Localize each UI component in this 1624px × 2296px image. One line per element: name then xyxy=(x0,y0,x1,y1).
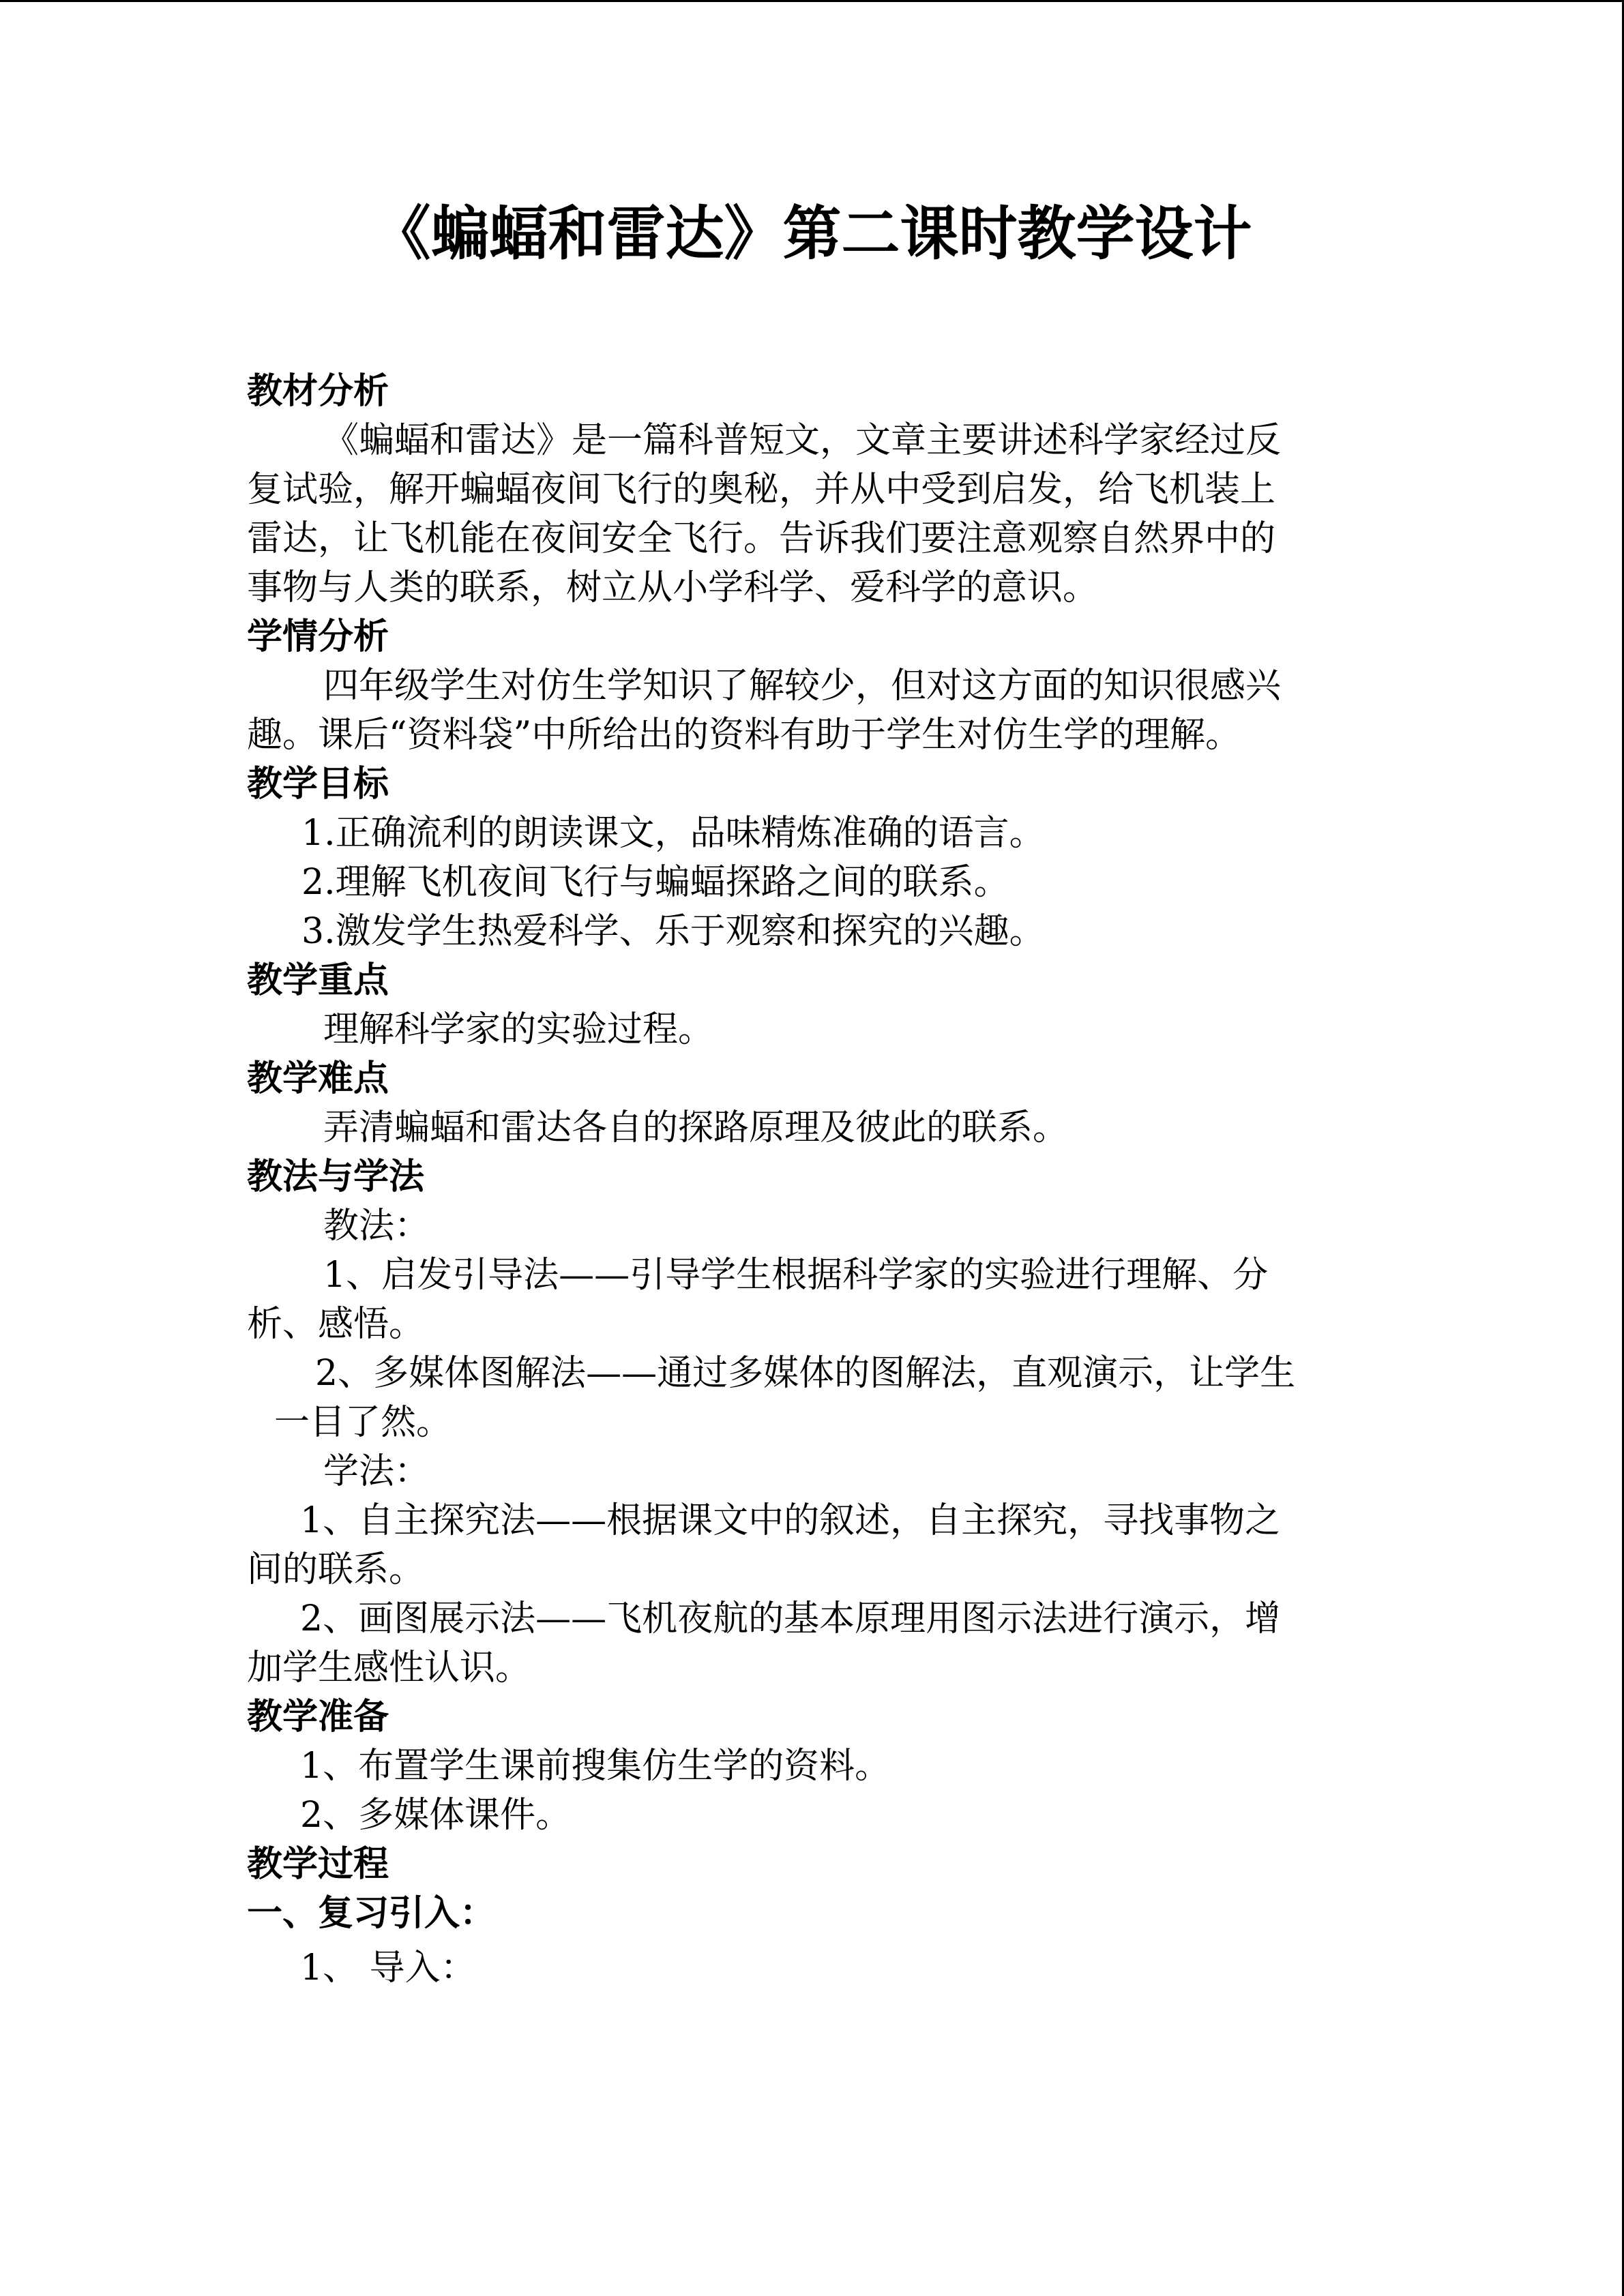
learn-method-line: 间的联系。 xyxy=(247,1549,425,1590)
document-title: 《蝙蝠和雷达》第二课时教学设计 xyxy=(372,199,1252,268)
difficulty-text: 弄清蝙蝠和雷达各自的探路原理及彼此的联系。 xyxy=(323,1107,1069,1148)
preparation-item: 1、布置学生课前搜集仿生学的资料。 xyxy=(300,1746,891,1787)
goal-item: 3.激发学生热爱科学、乐于观察和探究的兴趣。 xyxy=(301,911,1045,952)
material-line: 事物与人类的联系，树立从小学科学、爱科学的意识。 xyxy=(247,567,1099,608)
process-step-heading: 一、复习引入： xyxy=(247,1892,496,1934)
learn-method-line: 2、画图展示法——飞机夜航的基本原理用图示法进行演示，增 xyxy=(300,1598,1281,1639)
page-top-border xyxy=(0,0,1624,2)
section-heading-preparation: 教学准备 xyxy=(247,1696,389,1738)
material-line: 复试验，解开蝙蝠夜间飞行的奥秘，并从中受到启发，给飞机装上 xyxy=(247,469,1276,510)
goal-item: 1.正确流利的朗读课文，品味精炼准确的语言。 xyxy=(301,813,1045,854)
section-heading-material: 教材分析 xyxy=(247,370,389,412)
section-heading-goals: 教学目标 xyxy=(247,763,389,805)
key-point-text: 理解科学家的实验过程。 xyxy=(323,1009,714,1050)
material-line: 《蝙蝠和雷达》是一篇科普短文，文章主要讲述科学家经过反 xyxy=(323,420,1282,461)
learn-method-label: 学法： xyxy=(323,1451,430,1492)
teach-method-label: 教法： xyxy=(323,1206,430,1247)
teach-method-line: 析、感悟。 xyxy=(247,1304,425,1345)
learn-method-line: 1、自主探究法——根据课文中的叙述，自主探究，寻找事物之 xyxy=(300,1500,1281,1541)
students-line: 趣。课后“资料袋”中所给出的资料有助于学生对仿生学的理解。 xyxy=(247,715,1241,756)
section-heading-students: 学情分析 xyxy=(247,616,389,657)
goal-item: 2.理解飞机夜间飞行与蝙蝠探路之间的联系。 xyxy=(301,862,1009,903)
section-heading-methods: 教法与学法 xyxy=(247,1156,425,1197)
preparation-item: 2、多媒体课件。 xyxy=(300,1795,572,1836)
section-heading-process: 教学过程 xyxy=(247,1843,389,1885)
teach-method-line: 2、多媒体图解法——通过多媒体的图解法，直观演示，让学生 xyxy=(315,1353,1296,1394)
section-heading-key-point: 教学重点 xyxy=(247,959,389,1001)
document-body xyxy=(247,367,1365,1993)
learn-method-line: 加学生感性认识。 xyxy=(247,1648,531,1688)
teach-method-line: 1、启发引导法——引导学生根据科学家的实验进行理解、分 xyxy=(323,1255,1269,1296)
process-step-item: 1、 导入： xyxy=(300,1948,476,1988)
section-heading-difficulty: 教学难点 xyxy=(247,1058,389,1099)
teach-method-line: 一目了然。 xyxy=(274,1402,452,1443)
students-line: 四年级学生对仿生学知识了解较少，但对这方面的知识很感兴 xyxy=(323,666,1282,706)
material-line: 雷达，让飞机能在夜间安全飞行。告诉我们要注意观察自然界中的 xyxy=(247,518,1276,559)
